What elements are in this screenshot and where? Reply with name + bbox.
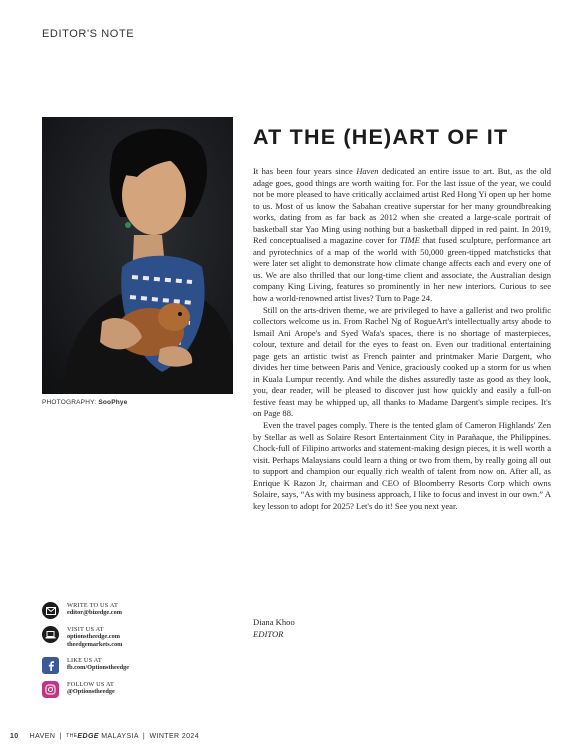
brand-country: MALAYSIA <box>101 733 139 740</box>
paragraph-3: Even the travel pages comply. There is the tented glam of Cameron Highlands' Zen by Stellar as well as Solaire Resort Entertainment City in Parañaque, the Philippines. Chock-full of Filipino artworks and statement-making design pieces, it is well worth a visit. Perhaps Malaysians could learn a thing or two from them, by really going all out to support and champion our equally rich wealth of talent from now on. After all, as Enrique K Razon Jr, chairman and CEO of Bloomberry Resorts Corp which owns Solaire, says, “As with my business approach, I like to focus and invest in our own.” A key lesson to adopt for 2025? Let's do it! See you next year. <box>253 420 551 511</box>
paragraph-2: Still on the arts-driven theme, we are privileged to have a gallerist and two prolific collectors welcome us in. From Rachel Ng of RogueArt's intellectually artsy abode to Ismail Ani Arope's and Syed Wafa's spaces, there is no shortage of masterpieces, colour, texture and detail for the eyes to feast on. Even our traditional entertaining page gets an artistic twist as French painter and printmaker Marie Dargent, who divides her time between Paris and Venice, graciously cooked up a storm for us when in Kuala Lumpur recently. And while the dishes assuredly taste as good as they look, you, dear reader, will be pleased to discover just how quickly and easily a full-on festive feast may be whipped up, all thanks to Madame Dargent's simple recipes. It's on Page 88. <box>253 304 551 419</box>
brand-the: THE <box>66 733 78 739</box>
paragraph-1: It has been four years since Haven dedicated an entire issue to art. But, as the old adage goes, good things are worth waiting for. For the last issue of the year, we could not be more pleased to have critically acclaimed artist Red Hong Yi open up her home to us. Most of us know the Sabahan creative superstar for her many groundbreaking works, dating from as far back as 2012 when she created a large-scale portrait of basketball star Yao Ming using nothing but a basketball dipped in red paint. In 2019, Red conceptualised a magazine cover for TIME that fused sculpture, performance art and pyrotechnics of a map of the world with 50,000 green-tipped matchsticks that were later set alight to demonstrate how climate change affects each and every one of us. We are also thrilled that our long-time client and associate, the Australian design company King Living, features so prominently in her new interiors. Curious to see how a world-renowned artist lives? Turn to Page 24. <box>253 166 551 304</box>
contact-value[interactable]: fb.com/Optionstheedge <box>67 664 130 672</box>
photo-credit <box>42 399 128 406</box>
page-footer: 10 HAVEN | THEEDGE MALAYSIA | WINTER 2024 <box>10 733 200 740</box>
contact-value[interactable]: @Optionstheedge <box>67 688 115 696</box>
issue-date: WINTER 2024 <box>149 733 200 740</box>
photo-credit-label: PHOTOGRAPHY: <box>42 399 97 406</box>
laptop-icon <box>42 626 59 643</box>
facebook-icon <box>42 657 59 674</box>
brand-edge: EDGE <box>77 733 99 740</box>
magazine-name: HAVEN <box>29 733 56 740</box>
photo-credit-name: SooPhye <box>98 399 128 406</box>
contact-value[interactable]: editor@bizedge.com <box>67 609 122 617</box>
article-title: AT THE (HE)ART OF IT <box>253 125 509 149</box>
contact-value[interactable]: optionstheedge.com <box>67 633 120 641</box>
page-number: 10 <box>10 733 19 740</box>
contact-label: WRITE TO US AT <box>67 602 119 609</box>
author-name: Diana Khoo <box>253 617 295 627</box>
contact-value[interactable]: theedgemarkets.com <box>67 640 123 648</box>
contact-website[interactable] <box>42 626 222 657</box>
signoff <box>253 617 295 640</box>
author-role: EDITOR <box>253 628 284 639</box>
section-label: EDITOR'S NOTE <box>42 28 135 40</box>
contact-label: FOLLOW US AT <box>67 681 115 688</box>
mail-icon <box>42 602 59 619</box>
article-body <box>253 166 551 512</box>
instagram-icon <box>42 681 59 698</box>
contact-email[interactable] <box>42 602 222 626</box>
editor-portrait-photo <box>42 117 233 394</box>
contact-facebook[interactable] <box>42 657 222 681</box>
contact-label: LIKE US AT <box>67 657 102 664</box>
contact-instagram[interactable] <box>42 681 222 705</box>
contact-list <box>42 602 222 705</box>
contact-label: VISIT US AT <box>67 626 104 633</box>
